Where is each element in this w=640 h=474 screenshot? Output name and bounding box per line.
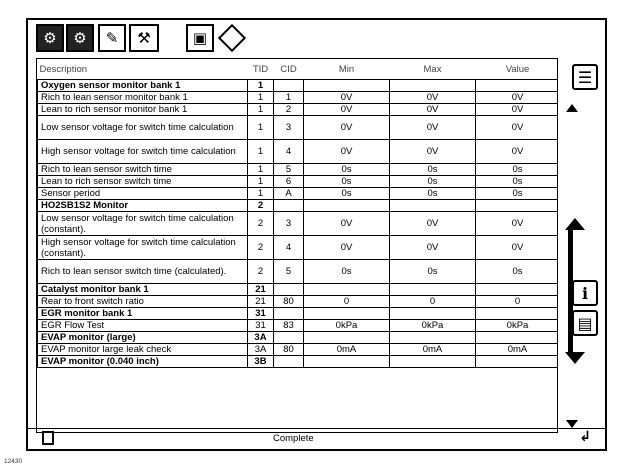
cell-description: EVAP monitor (large)	[38, 332, 248, 344]
page-icon[interactable]	[42, 431, 54, 445]
cell-max	[390, 284, 476, 296]
cell-max: 0V	[390, 140, 476, 164]
cell-min: 0V	[304, 212, 390, 236]
cell-tid: 3B	[248, 356, 274, 368]
cell-max: 0s	[390, 176, 476, 188]
cell-tid: 1	[248, 188, 274, 200]
cell-max: 0V	[390, 116, 476, 140]
cell-cid: 5	[274, 260, 304, 284]
vertical-scrollbar[interactable]	[564, 58, 574, 448]
cell-value: 0V	[476, 236, 559, 260]
cell-description: Low sensor voltage for switch time calculation	[38, 116, 248, 140]
column-header-max[interactable]: Max	[390, 59, 476, 80]
cell-value	[476, 284, 559, 296]
wrench-icon[interactable]: ✎	[98, 24, 126, 52]
cell-cid	[274, 200, 304, 212]
cell-min: 0V	[304, 140, 390, 164]
cell-cid: 6	[274, 176, 304, 188]
right-panel	[564, 58, 607, 448]
cell-max: 0V	[390, 92, 476, 104]
cell-value: 0V	[476, 212, 559, 236]
cell-tid: 1	[248, 80, 274, 92]
cell-min: 0V	[304, 116, 390, 140]
cell-value	[476, 308, 559, 320]
cell-min	[304, 80, 390, 92]
status-bar	[28, 428, 605, 449]
cell-tid: 1	[248, 104, 274, 116]
cell-min: 0V	[304, 236, 390, 260]
table-row[interactable]	[38, 212, 559, 236]
table-row[interactable]	[38, 164, 559, 176]
cell-tid: 2	[248, 212, 274, 236]
table-row[interactable]	[38, 104, 559, 116]
return-icon[interactable]: ↲	[579, 429, 591, 445]
cell-description: EVAP monitor (0.040 inch)	[38, 356, 248, 368]
cell-value	[476, 200, 559, 212]
cell-min	[304, 200, 390, 212]
cell-max: 0	[390, 296, 476, 308]
cell-description: Rear to front switch ratio	[38, 296, 248, 308]
cell-value: 0	[476, 296, 559, 308]
cell-cid	[274, 308, 304, 320]
cell-min	[304, 284, 390, 296]
figure-caption: 12430	[4, 458, 23, 465]
table-row[interactable]	[38, 176, 559, 188]
cell-value: 0V	[476, 140, 559, 164]
cell-tid: 2	[248, 260, 274, 284]
cell-max	[390, 356, 476, 368]
cell-min: 0	[304, 296, 390, 308]
cell-description: Rich to lean sensor switch time (calculated).	[38, 260, 248, 284]
cell-value: 0V	[476, 104, 559, 116]
cell-min: 0kPa	[304, 320, 390, 332]
tools-icon[interactable]: ⚒	[129, 24, 159, 52]
cell-cid: 1	[274, 92, 304, 104]
cell-description: EGR monitor bank 1	[38, 308, 248, 320]
cell-cid	[274, 332, 304, 344]
column-header-cid[interactable]: CID	[274, 59, 304, 80]
cell-cid: 80	[274, 344, 304, 356]
cell-max: 0s	[390, 164, 476, 176]
cell-tid: 1	[248, 164, 274, 176]
cell-description: Rich to lean sensor monitor bank 1	[38, 92, 248, 104]
cell-value: 0kPa	[476, 320, 559, 332]
column-header-tid[interactable]: TID	[248, 59, 274, 80]
info-icon[interactable]: i	[572, 280, 598, 306]
cell-value	[476, 80, 559, 92]
cell-max: 0V	[390, 236, 476, 260]
cell-description: High sensor voltage for switch time calculation (constant).	[38, 236, 248, 260]
scroll-up-icon[interactable]	[566, 104, 578, 112]
cell-max	[390, 332, 476, 344]
cell-tid: 21	[248, 296, 274, 308]
cell-tid: 31	[248, 320, 274, 332]
table-row[interactable]	[38, 92, 559, 104]
cell-description: Sensor period	[38, 188, 248, 200]
cell-tid: 2	[248, 200, 274, 212]
cell-tid: 1	[248, 140, 274, 164]
scroll-down-icon[interactable]	[566, 420, 578, 428]
cell-min: 0V	[304, 104, 390, 116]
cell-min: 0s	[304, 260, 390, 284]
engine-icon[interactable]: ⚙	[36, 24, 64, 52]
cell-description: EGR Flow Test	[38, 320, 248, 332]
cell-cid: A	[274, 188, 304, 200]
cell-value	[476, 356, 559, 368]
cell-value: 0V	[476, 116, 559, 140]
table-row[interactable]	[38, 320, 559, 332]
cell-max: 0s	[390, 188, 476, 200]
cell-description: Low sensor voltage for switch time calculation (constant).	[38, 212, 248, 236]
column-header-min[interactable]: Min	[304, 59, 390, 80]
cell-tid: 1	[248, 176, 274, 188]
cell-tid: 31	[248, 308, 274, 320]
table-row[interactable]	[38, 236, 559, 260]
cell-cid: 2	[274, 104, 304, 116]
table-row[interactable]	[38, 200, 559, 212]
cell-max	[390, 200, 476, 212]
cell-value: 0s	[476, 260, 559, 284]
table-row[interactable]	[38, 260, 559, 284]
cell-cid: 3	[274, 212, 304, 236]
cell-cid: 3	[274, 116, 304, 140]
cell-max: 0V	[390, 212, 476, 236]
toolbar	[28, 20, 605, 58]
table-row[interactable]	[38, 296, 559, 308]
cell-min: 0mA	[304, 344, 390, 356]
cell-min: 0s	[304, 188, 390, 200]
cell-min	[304, 332, 390, 344]
cell-description: High sensor voltage for switch time calculation	[38, 140, 248, 164]
cell-cid: 80	[274, 296, 304, 308]
cell-value: 0s	[476, 176, 559, 188]
cell-cid	[274, 284, 304, 296]
column-header-description[interactable]: Description	[38, 59, 248, 80]
cell-min: 0V	[304, 92, 390, 104]
cell-max: 0mA	[390, 344, 476, 356]
cell-value: 0s	[476, 188, 559, 200]
cell-description: HO2SB1S2 Monitor	[38, 200, 248, 212]
table-row[interactable]	[38, 344, 559, 356]
table-row[interactable]	[38, 80, 559, 92]
cell-description: Rich to lean sensor switch time	[38, 164, 248, 176]
cell-max: 0V	[390, 104, 476, 116]
cell-description: Lean to rich sensor switch time	[38, 176, 248, 188]
cell-min: 0s	[304, 164, 390, 176]
cell-min: 0s	[304, 176, 390, 188]
cell-cid: 83	[274, 320, 304, 332]
cell-description: Oxygen sensor monitor bank 1	[38, 80, 248, 92]
table-row[interactable]	[38, 140, 559, 164]
list-view-icon[interactable]: ☰	[572, 64, 598, 90]
cell-tid: 3A	[248, 344, 274, 356]
cell-description: EVAP monitor large leak check	[38, 344, 248, 356]
document-icon[interactable]: ▤	[572, 310, 598, 336]
cell-min	[304, 308, 390, 320]
module-icon[interactable]: ▣	[186, 24, 214, 52]
cell-tid: 21	[248, 284, 274, 296]
cell-description: Catalyst monitor bank 1	[38, 284, 248, 296]
cell-value	[476, 332, 559, 344]
cell-description: Lean to rich sensor monitor bank 1	[38, 104, 248, 116]
cell-cid	[274, 80, 304, 92]
cell-max: 0s	[390, 260, 476, 284]
table-row[interactable]	[38, 116, 559, 140]
diamond-icon[interactable]	[218, 24, 246, 52]
cell-tid: 2	[248, 236, 274, 260]
table-row[interactable]	[38, 332, 559, 344]
cell-value: 0s	[476, 164, 559, 176]
status-text: Complete	[273, 433, 314, 444]
table-row[interactable]	[38, 308, 559, 320]
table-row[interactable]	[38, 356, 559, 368]
cell-min	[304, 356, 390, 368]
cell-max	[390, 308, 476, 320]
cell-tid: 1	[248, 116, 274, 140]
cell-cid: 4	[274, 236, 304, 260]
thumb-down-arrow-icon	[565, 352, 585, 364]
cell-max: 0kPa	[390, 320, 476, 332]
cell-cid	[274, 356, 304, 368]
cell-max	[390, 80, 476, 92]
cell-tid: 1	[248, 92, 274, 104]
table-row[interactable]	[38, 284, 559, 296]
column-header-value[interactable]: Value	[476, 59, 559, 80]
cell-cid: 4	[274, 140, 304, 164]
table-header	[38, 59, 559, 80]
cell-value: 0mA	[476, 344, 559, 356]
thumb-up-arrow-icon	[565, 218, 585, 230]
cell-value: 0V	[476, 92, 559, 104]
transmission-icon[interactable]: ⚙	[66, 24, 94, 52]
table-row[interactable]	[38, 188, 559, 200]
app-window	[26, 18, 607, 451]
cell-cid: 5	[274, 164, 304, 176]
test-results-table	[36, 58, 558, 433]
cell-tid: 3A	[248, 332, 274, 344]
